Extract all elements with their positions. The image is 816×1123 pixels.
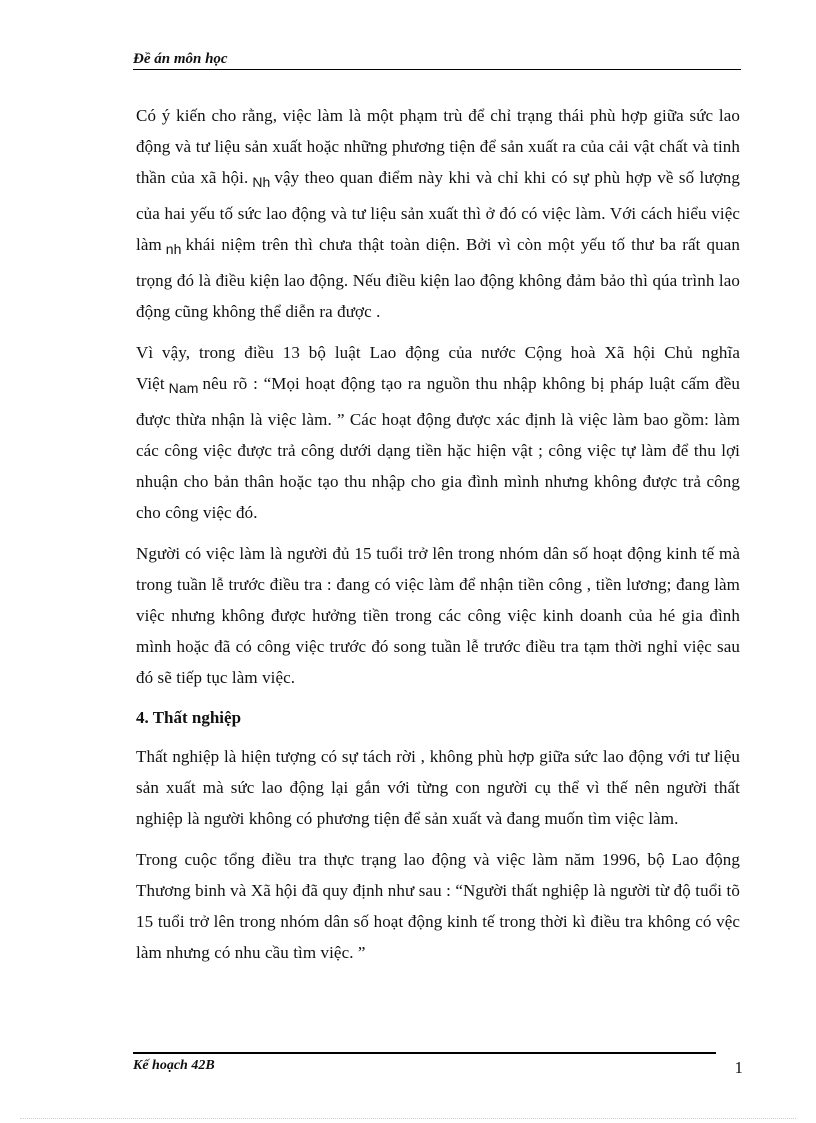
paragraph-unemployment-definition: Thất nghiệp là hiện tượng có sự tách rời , không phù hợp giữa sức lao động với tư liệu sản xuất mà sức lao động lại gắn với từng con người cụ thể vì thế nên người thất nghiệp là người không có phương tiện để sản xuất và đang muốn tìm việc làm. xyxy=(136,747,740,828)
footer-rule xyxy=(133,1052,716,1054)
text-fragment: Nam xyxy=(168,380,199,396)
paragraph-labor-law xyxy=(136,337,740,528)
header-title: Đề án môn học xyxy=(133,51,228,67)
page-bottom-divider xyxy=(20,1118,796,1119)
paragraph-text: Có ý kiến cho rằng, việc làm là một phạm trù để chỉ trạng thái phù hợp giữa sức lao động và tư liệu sản xuất hoặc những phương tiện để sản xuất ra của cải vật chất và tinh thần của xã hội. xyxy=(136,106,740,187)
page-number: 1 xyxy=(734,1058,743,1077)
footer-label: Kế hoạch 42B xyxy=(133,1058,215,1073)
paragraph-text: nêu rõ : “Mọi hoạt động tạo ra nguồn thu nhập không bị pháp luật cấm đều được thừa nhận là việc làm. ” Các hoạt động được xác định là việc làm bao gồm: làm các công việc được trả công dưới dạng tiền hặc hiện vật ; công việc tự làm để thu lợi nhuận cho bản thân hoặc tạo thu nhập cho gia đình mình nhưng không được trả công cho công việc đó. xyxy=(136,374,740,522)
text-fragment: nh xyxy=(165,241,182,257)
paragraph-text: khái niệm trên thì chưa thật toàn diện. Bởi vì còn một yếu tố thư ba rất quan trọng đó là điều kiện lao động. Nếu điều kiện lao động không đảm bảo thì qúa trình lao động cũng không thể diễn ra được . xyxy=(136,235,740,321)
paragraph-employed-person: Người có việc làm là người đủ 15 tuổi trở lên trong nhóm dân số hoạt động kinh tế mà trong tuần lễ trước điều tra : đang có việc làm để nhận tiền công , tiền lương; đang làm việc nhưng không được hưởng tiền trong các công việc kinh doanh của hé gia đình mình hoặc đã có công việc trước đó song tuần lễ trước điều tra tạm thời nghỉ việc sau đó sẽ tiếp tục làm việc. xyxy=(136,544,740,687)
paragraph-text: Vì vậy, trong điều 13 bộ luật Lao động của nước Cộng hoà Xã hội Chủ nghĩa Việt xyxy=(136,343,740,393)
paragraph-text: vậy theo quan điểm này khi và chỉ khi có sự phù hợp về số lượng của hai yếu tố sức lao động và tư liệu sản xuất thì ở đó có việc làm. Với cách hiểu việc làm xyxy=(136,168,740,254)
page-header xyxy=(133,50,741,70)
section-heading: 4. Thất nghiệp xyxy=(136,708,242,727)
header-rule xyxy=(133,69,741,70)
page-footer xyxy=(133,1052,745,1078)
paragraph-employment-definition xyxy=(136,100,740,327)
text-fragment: Nh xyxy=(252,174,271,190)
document-body xyxy=(136,100,740,978)
paragraph-survey-1996: Trong cuộc tổng điều tra thực trạng lao động và việc làm năm 1996, bộ Lao động Thương binh và Xã hội đã quy định như sau : “Người thất nghiệp là người từ độ tuổi tõ 15 tuổi trở lên trong nhóm dân số hoạt động kinh tế trong thời kì điều tra không có vệc làm nhưng có nhu cầu tìm việc. ” xyxy=(136,850,740,962)
